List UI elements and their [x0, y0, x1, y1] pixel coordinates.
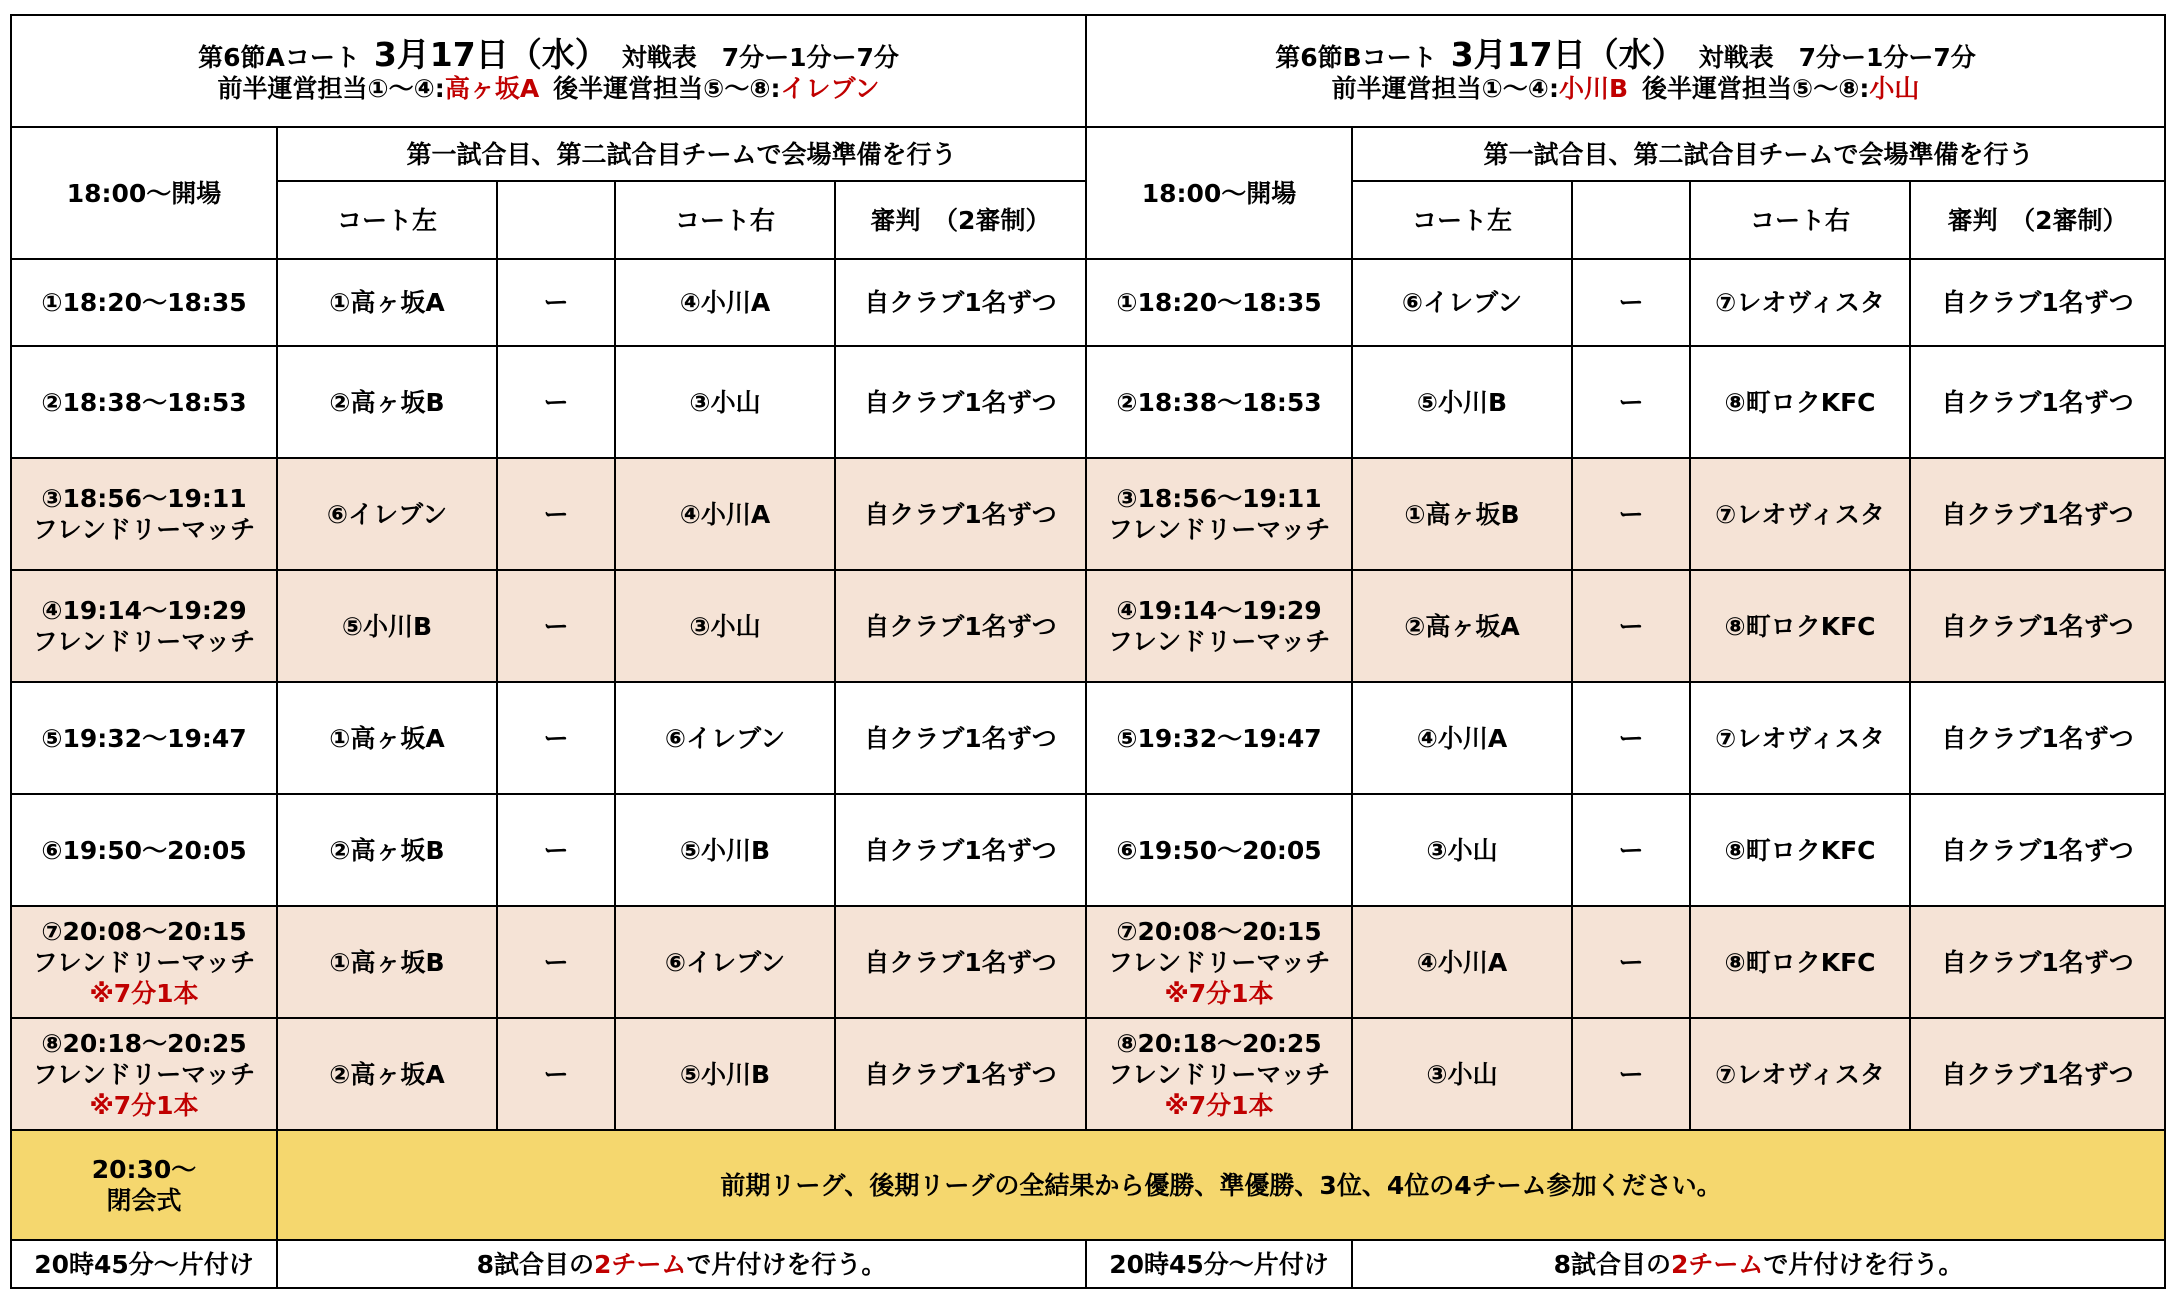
team-right: ④小川A [615, 458, 835, 570]
col-header-ref: 審判 （2審制） [1910, 181, 2165, 259]
team-right: ④小川A [615, 259, 835, 346]
time-cell [11, 906, 277, 1018]
header-line1 [1087, 34, 2164, 74]
col-header-right: コート右 [1690, 181, 1910, 259]
open-time: 18:00～開場 [11, 127, 277, 259]
team-left: ②高ヶ坂A [277, 1018, 497, 1130]
cleanup-teams: 2チーム [594, 1249, 687, 1279]
match-type: フレンドリーマッチ [32, 1059, 256, 1089]
closing-label: 閉会式 [106, 1186, 182, 1215]
match-time: ⑧20:18～20:25 [1116, 1028, 1322, 1058]
team-right: ⑥イレブン [615, 682, 835, 794]
referee: 自クラブ1名ずつ [835, 458, 1086, 570]
time-cell [1086, 570, 1352, 682]
time-cell [11, 259, 277, 346]
vs-dash: ー [497, 794, 615, 906]
referee: 自クラブ1名ずつ [835, 794, 1086, 906]
team-left: ⑤小川B [1352, 346, 1572, 458]
match-time: ①18:20～18:35 [1116, 288, 1322, 317]
time-cell [1086, 259, 1352, 346]
time-cell [1086, 682, 1352, 794]
table-row [11, 906, 2165, 1018]
match-time: ②18:38～18:53 [1116, 387, 1322, 417]
second-half-label: 後半運営担当⑤～⑧: [1642, 73, 1870, 103]
table-row [11, 259, 2165, 346]
court-header-a [11, 15, 1086, 127]
match-type: フレンドリーマッチ [1107, 947, 1331, 977]
schedule-table [10, 14, 2166, 1289]
col-header-right: コート右 [615, 181, 835, 259]
team-right: ⑧町ロクKFC [1690, 794, 1910, 906]
cleanup-note [1352, 1240, 2165, 1288]
vs-dash: ー [1572, 1018, 1690, 1130]
team-left: ②高ヶ坂A [1352, 570, 1572, 682]
cleanup-text-1: 8試合目の [1553, 1249, 1672, 1279]
table-row [11, 794, 2165, 906]
col-header-left: コート左 [277, 181, 497, 259]
vs-dash: ー [497, 259, 615, 346]
vs-dash: ー [497, 346, 615, 458]
match-time: ④19:14～19:29 [41, 596, 247, 625]
time-cell [11, 346, 277, 458]
team-right: ⑧町ロクKFC [1690, 906, 1910, 1018]
table-row [11, 682, 2165, 794]
team-right: ⑦レオヴィスタ [1690, 682, 1910, 794]
referee: 自クラブ1名ずつ [835, 1018, 1086, 1130]
col-header-vs [1572, 181, 1690, 259]
team-right: ③小山 [615, 570, 835, 682]
match-time: ⑤19:32～19:47 [41, 723, 247, 753]
time-cell [11, 458, 277, 570]
court-title: 第6節Aコート [198, 42, 360, 72]
referee: 自クラブ1名ずつ [1910, 259, 2165, 346]
team-left: ②高ヶ坂B [277, 794, 497, 906]
col-header-vs [497, 181, 615, 259]
vs-dash: ー [1572, 346, 1690, 458]
col-header-left: コート左 [1352, 181, 1572, 259]
vs-dash: ー [1572, 259, 1690, 346]
match-time: ⑦20:08～20:15 [41, 916, 247, 946]
referee: 自クラブ1名ずつ [835, 259, 1086, 346]
referee: 自クラブ1名ずつ [835, 570, 1086, 682]
time-cell [11, 682, 277, 794]
team-left: ⑥イレブン [277, 458, 497, 570]
time-cell [1086, 906, 1352, 1018]
first-half-label: 前半運営担当①～④: [217, 73, 445, 103]
cleanup-time: 20時45分～片付け [11, 1240, 277, 1288]
team-left: ④小川A [1352, 906, 1572, 1018]
vs-dash: ー [497, 1018, 615, 1130]
team-right: ⑤小川B [615, 1018, 835, 1130]
team-right: ⑦レオヴィスタ [1690, 1018, 1910, 1130]
referee: 自クラブ1名ずつ [835, 906, 1086, 1018]
match-time: ④19:14～19:29 [1116, 596, 1322, 625]
match-note: ※7分1本 [89, 1090, 199, 1120]
cleanup-note [277, 1240, 1086, 1288]
match-time: ⑧20:18～20:25 [41, 1028, 247, 1058]
court-title: 第6節Bコート [1275, 42, 1437, 72]
match-time: ①18:20～18:35 [41, 288, 247, 317]
team-left: ①高ヶ坂B [277, 906, 497, 1018]
team-left: ③小山 [1352, 1018, 1572, 1130]
match-time: ②18:38～18:53 [41, 387, 247, 417]
table-row [11, 570, 2165, 682]
header-line2 [1087, 73, 2164, 104]
court-header-b [1086, 15, 2165, 127]
vs-dash: ー [497, 906, 615, 1018]
team-left: ①高ヶ坂B [1352, 458, 1572, 570]
match-time: ③18:56～19:11 [1116, 484, 1322, 513]
header-line1 [12, 34, 1085, 74]
cleanup-text-2: で片付けを行う。 [686, 1249, 887, 1279]
team-right: ⑦レオヴィスタ [1690, 458, 1910, 570]
referee: 自クラブ1名ずつ [1910, 1018, 2165, 1130]
match-type: フレンドリーマッチ [1107, 515, 1331, 544]
team-left: ①高ヶ坂A [277, 682, 497, 794]
closing-time-cell [11, 1130, 277, 1240]
cleanup-text-1: 8試合目の [476, 1249, 594, 1279]
team-right: ⑦レオヴィスタ [1690, 259, 1910, 346]
referee: 自クラブ1名ずつ [1910, 906, 2165, 1018]
table-row [11, 1018, 2165, 1130]
match-format: 対戦表 7分ー1分ー7分 [1698, 42, 1976, 72]
team-left: ⑤小川B [277, 570, 497, 682]
cleanup-text-2: で片付けを行う。 [1763, 1249, 1964, 1279]
first-half-team: 小川B [1558, 73, 1629, 103]
match-time: ③18:56～19:11 [41, 484, 247, 513]
referee: 自クラブ1名ずつ [1910, 794, 2165, 906]
time-cell [11, 570, 277, 682]
match-time: ⑥19:50～20:05 [1116, 835, 1322, 865]
team-left: ⑥イレブン [1352, 259, 1572, 346]
match-date: 3月17日（水） [373, 34, 608, 74]
team-right: ⑧町ロクKFC [1690, 346, 1910, 458]
first-half-label: 前半運営担当①～④: [1331, 73, 1559, 103]
vs-dash: ー [1572, 570, 1690, 682]
referee: 自クラブ1名ずつ [835, 346, 1086, 458]
closing-message: 前期リーグ、後期リーグの全結果から優勝、準優勝、3位、4位の4チーム参加ください。 [277, 1130, 2165, 1240]
referee: 自クラブ1名ずつ [1910, 570, 2165, 682]
cleanup-time: 20時45分～片付け [1086, 1240, 1352, 1288]
table-row [11, 346, 2165, 458]
col-header-ref: 審判 （2審制） [835, 181, 1086, 259]
header-line2 [12, 73, 1085, 104]
match-note: ※7分1本 [1164, 1090, 1274, 1120]
match-date: 3月17日（水） [1450, 34, 1685, 74]
referee: 自クラブ1名ずつ [1910, 346, 2165, 458]
second-half-team: イレブン [780, 73, 880, 103]
vs-dash: ー [1572, 458, 1690, 570]
time-cell [11, 794, 277, 906]
second-half-label: 後半運営担当⑤～⑧: [553, 73, 781, 103]
match-format: 対戦表 7分ー1分ー7分 [621, 42, 899, 72]
team-right: ⑥イレブン [615, 906, 835, 1018]
referee: 自クラブ1名ずつ [1910, 682, 2165, 794]
vs-dash: ー [497, 458, 615, 570]
second-half-team: 小山 [1869, 73, 1920, 103]
first-half-team: 高ヶ坂A [444, 73, 540, 103]
time-cell [1086, 458, 1352, 570]
match-type: フレンドリーマッチ [32, 627, 256, 656]
vs-dash: ー [497, 682, 615, 794]
match-type: フレンドリーマッチ [32, 947, 256, 977]
prep-note: 第一試合目、第二試合目チームで会場準備を行う [1352, 127, 2165, 181]
team-right: ③小山 [615, 346, 835, 458]
match-time: ⑦20:08～20:15 [1116, 916, 1322, 946]
time-cell [1086, 1018, 1352, 1130]
team-right: ⑤小川B [615, 794, 835, 906]
team-left: ③小山 [1352, 794, 1572, 906]
vs-dash: ー [1572, 906, 1690, 1018]
vs-dash: ー [1572, 682, 1690, 794]
match-time: ⑤19:32～19:47 [1116, 723, 1322, 753]
vs-dash: ー [497, 570, 615, 682]
team-left: ④小川A [1352, 682, 1572, 794]
referee: 自クラブ1名ずつ [835, 682, 1086, 794]
team-left: ①高ヶ坂A [277, 259, 497, 346]
closing-time: 20:30～ [91, 1155, 197, 1184]
referee: 自クラブ1名ずつ [1910, 458, 2165, 570]
time-cell [11, 1018, 277, 1130]
team-right: ⑧町ロクKFC [1690, 570, 1910, 682]
team-left: ②高ヶ坂B [277, 346, 497, 458]
match-time: ⑥19:50～20:05 [41, 835, 247, 865]
cleanup-teams: 2チーム [1671, 1249, 1764, 1279]
time-cell [1086, 794, 1352, 906]
time-cell [1086, 346, 1352, 458]
match-note: ※7分1本 [89, 978, 199, 1008]
match-note: ※7分1本 [1164, 978, 1274, 1008]
match-type: フレンドリーマッチ [1107, 1059, 1331, 1089]
prep-note: 第一試合目、第二試合目チームで会場準備を行う [277, 127, 1086, 181]
vs-dash: ー [1572, 794, 1690, 906]
match-type: フレンドリーマッチ [1107, 627, 1331, 656]
open-time: 18:00～開場 [1086, 127, 1352, 259]
table-row [11, 458, 2165, 570]
match-type: フレンドリーマッチ [32, 515, 256, 544]
